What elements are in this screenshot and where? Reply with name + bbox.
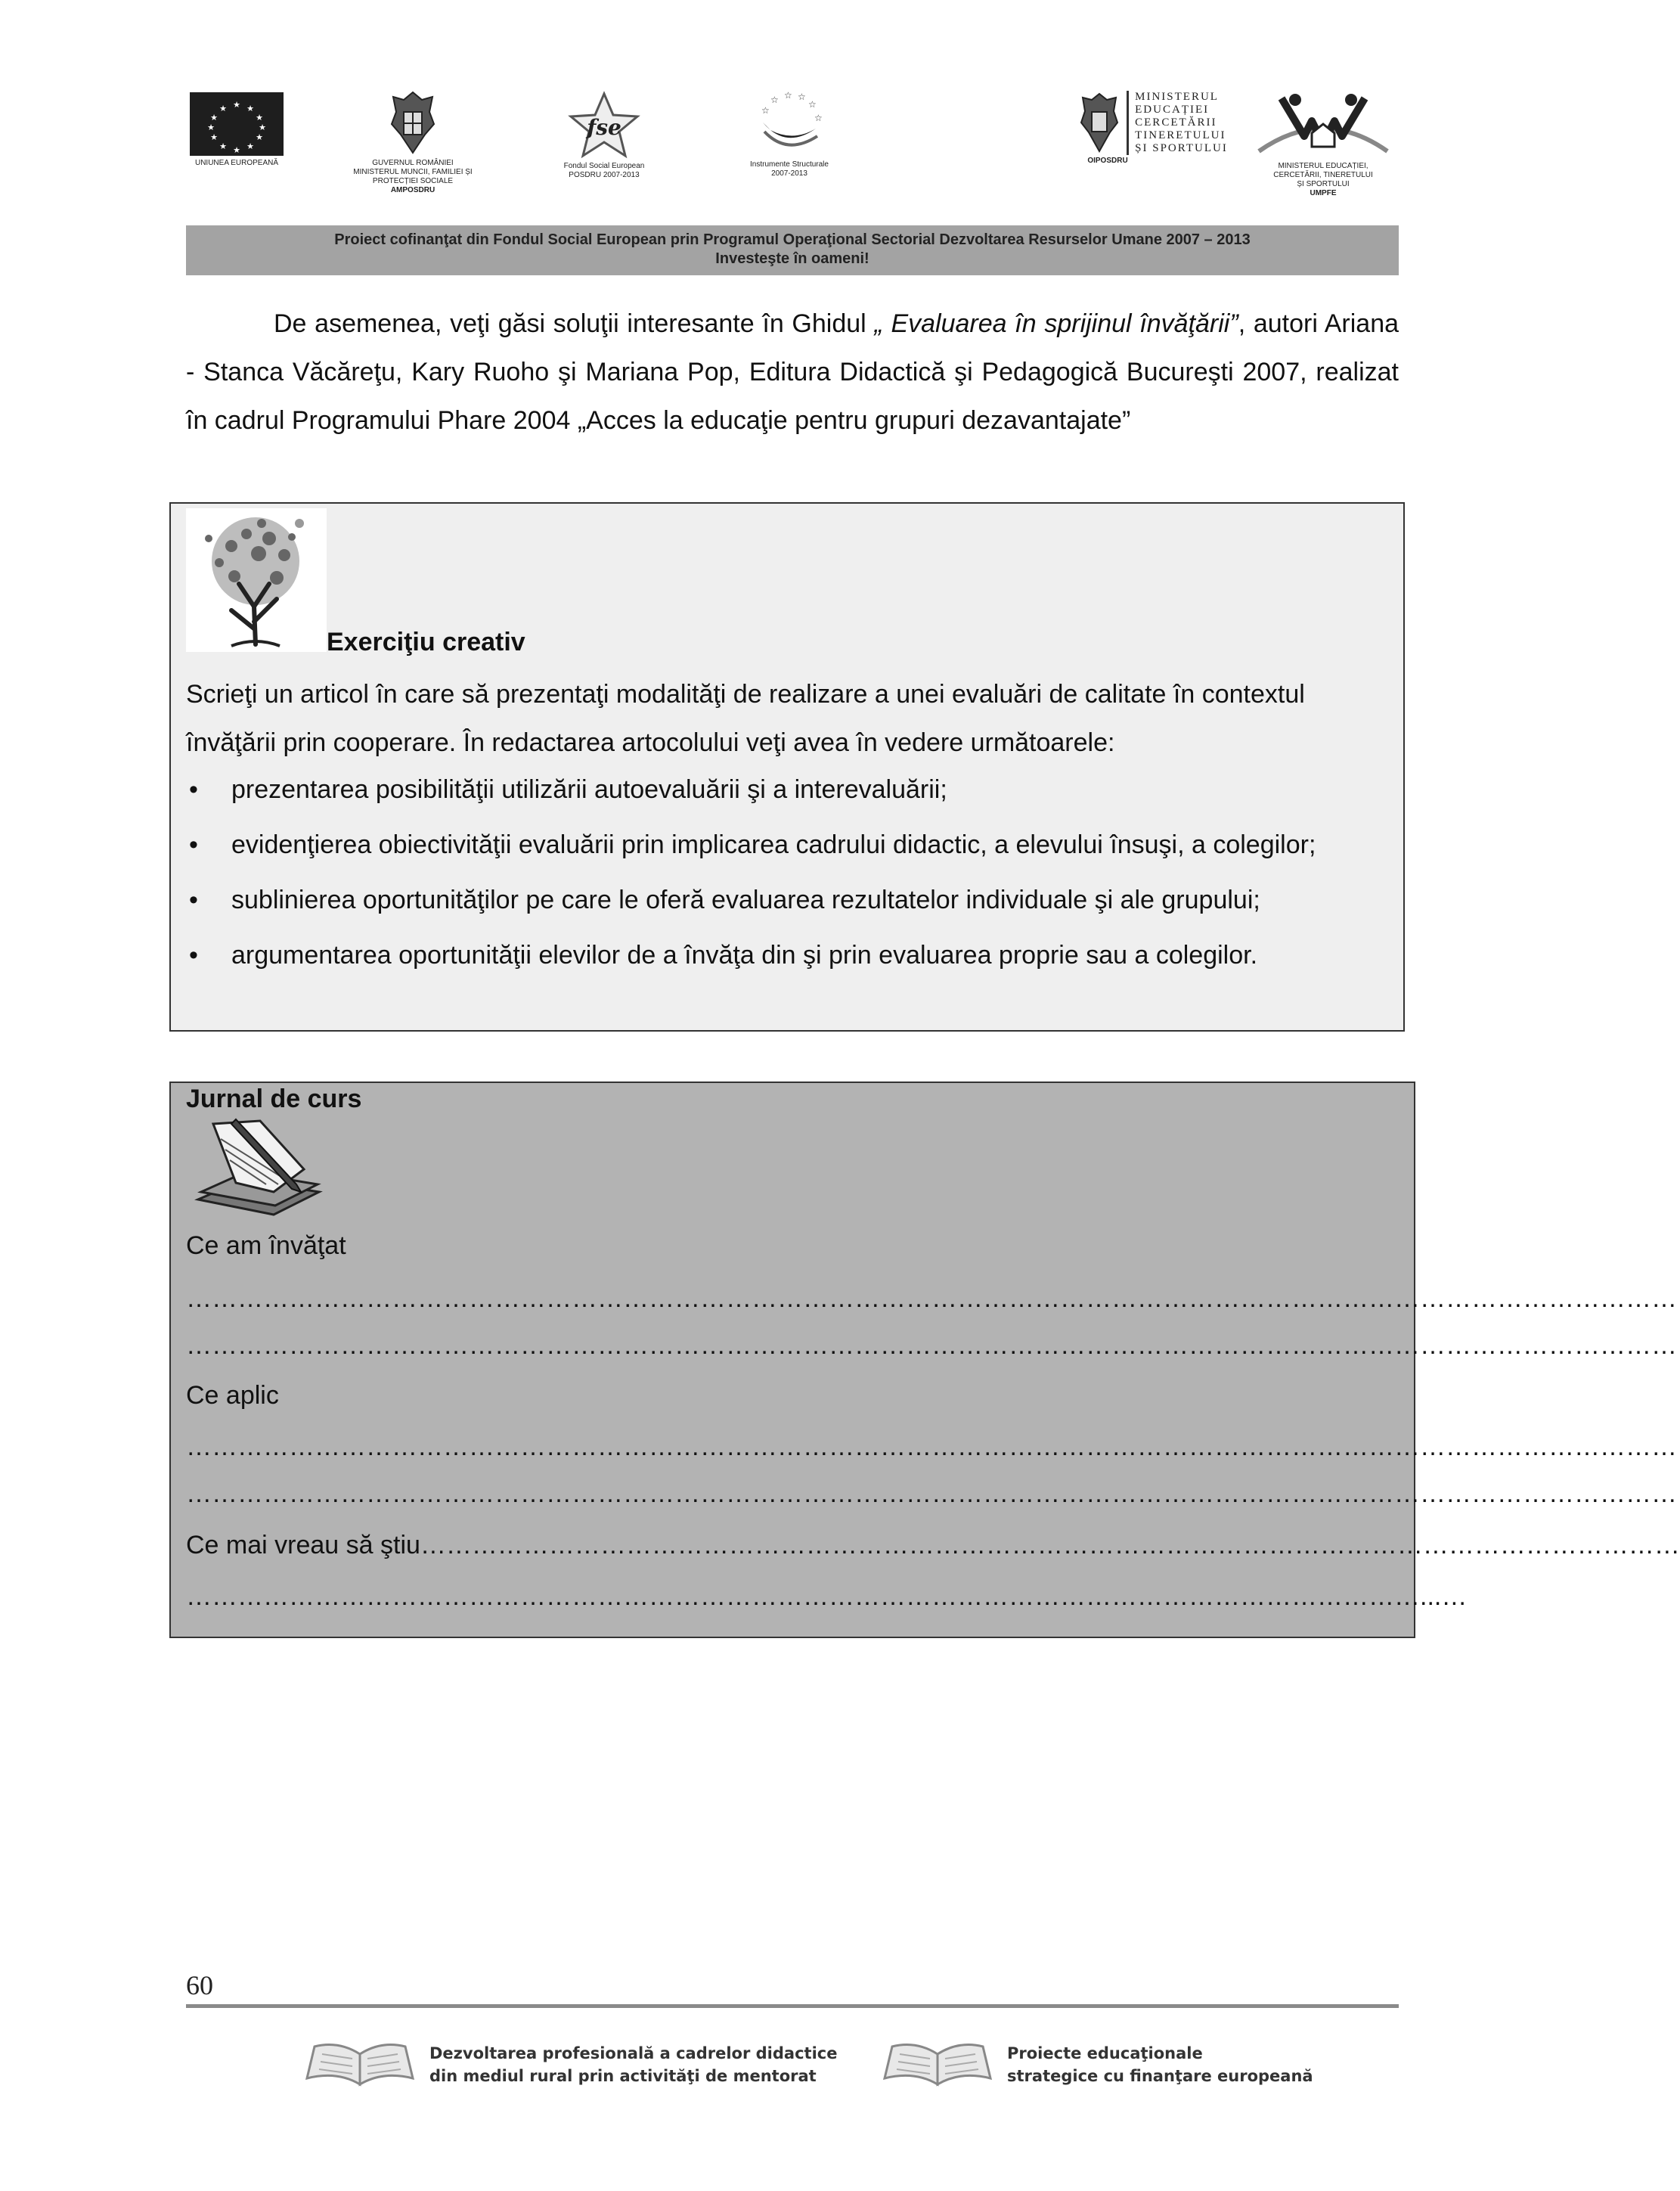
list-item: • sublinierea oportunităţilor pe care le oferă evaluarea rezultatelor individuale şi ale grupului; — [186, 877, 1396, 923]
structural-instruments-logo — [729, 89, 850, 178]
list-item: • evidenţierea obiectivităţii evaluării prin implicarea cadrului didactic, a elevului însuşi, a colegilor; — [186, 822, 1396, 868]
svg-text:★: ★ — [233, 145, 240, 155]
umpfe-icon — [1251, 91, 1395, 159]
svg-text:★: ★ — [210, 132, 218, 142]
open-book-icon — [299, 2037, 420, 2092]
want-dots: ………………………………………………………………………………………………………………………………… — [420, 1531, 1680, 1559]
romanian-crest-icon — [389, 89, 437, 156]
svg-text:☆: ☆ — [814, 113, 823, 123]
intro-paragraph — [186, 299, 1399, 445]
structural-instruments-icon — [748, 89, 831, 157]
footer-left-text — [429, 2042, 837, 2087]
exercise-title: Exerciţiu creativ — [327, 628, 525, 656]
footer-divider — [186, 2004, 1399, 2008]
apply-dots-2: ………………………………………………………………………………………………………………………………………………………… — [186, 1479, 1677, 1508]
intro-text-1: De asemenea, veţi găsi soluţii interesante în Ghidul — [274, 309, 875, 338]
government-caption: GUVERNUL ROMÂNIEI MINISTERUL MUNCII, FAMILIEI ȘI PROTECȚIEI SOCIALE — [353, 159, 473, 185]
svg-text:☆: ☆ — [798, 92, 806, 102]
want-row — [186, 1529, 1680, 1561]
structural-instruments-caption: Instrumente Structurale 2007-2013 — [750, 160, 829, 178]
list-item: • prezentarea posibilităţii utilizării autoevaluării şi a interevaluării; — [186, 767, 1396, 813]
umpfe-logo — [1248, 91, 1399, 198]
umpfe-caption: MINISTERUL EDUCAȚIEI, CERCETĂRII, TINERETULUI ȘI SPORTULUI — [1273, 162, 1373, 188]
svg-text:★: ★ — [210, 113, 218, 123]
svg-text:fse: fse — [587, 115, 621, 140]
footer-right-line-2: strategice cu finanţare europeană — [1007, 2067, 1313, 2085]
svg-text:★: ★ — [233, 100, 240, 110]
notebook-pen-icon — [191, 1116, 327, 1230]
svg-text:★: ★ — [256, 113, 263, 123]
ministry-line-2: EDUCAȚIEI — [1135, 104, 1210, 116]
list-item: • argumentarea oportunităţii elevilor de a învăţa din şi prin evaluarea proprie sau a colegilor. — [186, 933, 1396, 979]
intro-text-2: , autori Ariana - Stanca Văcăreţu, Kary Ruoho şi Mariana Pop, Editura Didactică şi Pedagogică Bucureşti 2007, realizat în cadrul Programului Phare 2004 „Acces la educaţie pentru grupuri dezavantajate” — [186, 309, 1399, 435]
fse-caption: Fondul Social European POSDRU 2007-2013 — [563, 162, 645, 179]
exercise-list — [186, 767, 1396, 988]
svg-text:★: ★ — [207, 123, 215, 132]
svg-text:★: ★ — [246, 104, 254, 113]
banner-line-2: Investeşte în oameni! — [715, 250, 869, 267]
learned-dots-2: ………………………………………………………………………………………………………………………………………………………… — [186, 1331, 1677, 1360]
government-logo — [345, 89, 481, 195]
footer-right-text — [1007, 2042, 1313, 2087]
ministry-caption-bold: OIPOSDRU — [1087, 157, 1128, 165]
learned-label: Ce am învăţat — [186, 1231, 346, 1260]
eu-flag-icon — [190, 92, 284, 156]
open-book-icon — [877, 2037, 998, 2092]
tree-illustration-icon — [186, 508, 327, 652]
svg-text:★: ★ — [259, 123, 266, 132]
svg-text:★: ★ — [219, 104, 227, 113]
eu-caption: UNIUNEA EUROPEANĂ — [194, 159, 279, 167]
learned-dots-1: ………………………………………………………………………………………………………………………………………………………… — [186, 1284, 1677, 1313]
page-number: 60 — [186, 1970, 213, 2000]
ministry-line-1: MINISTERUL — [1135, 91, 1219, 103]
svg-text:★: ★ — [246, 141, 254, 151]
ministry-logo — [1066, 91, 1240, 166]
apply-label: Ce aplic — [186, 1381, 279, 1410]
ministry-crest-icon — [1078, 91, 1121, 154]
ministry-line-4: TINERETULUI — [1135, 129, 1226, 141]
apply-dots-1: ………………………………………………………………………………………………………………………………………………………… — [186, 1432, 1677, 1461]
footer-right-line-1: Proiecte educaţionale — [1007, 2044, 1203, 2062]
fse-star-icon — [566, 91, 642, 159]
government-caption-bold: AMPOSDRU — [390, 186, 435, 194]
banner-line-1: Proiect cofinanţat din Fondul Social European prin Programul Operaţional Sectorial Dezvoltarea Resurselor Umane 2007 – 2013 — [334, 231, 1251, 248]
svg-text:☆: ☆ — [761, 105, 770, 116]
want-label: Ce mai vreau să ştiu — [186, 1531, 420, 1559]
umpfe-caption-bold: UMPFE — [1310, 189, 1337, 197]
exercise-text: Scrieţi un articol în care să prezentaţi modalităţi de realizare a unei evaluări de calitate în contextul învăţării prin cooperare. În redactarea artocolului veţi avea în vedere următoarele: — [186, 680, 1305, 757]
ministry-line-5: ȘI SPORTULUI — [1135, 142, 1228, 154]
ministry-line-3: CERCETĂRII — [1135, 116, 1217, 129]
eu-logo — [188, 92, 286, 168]
journal-title: Jurnal de curs — [186, 1085, 362, 1113]
footer-left-line-2: din mediul rural prin activităţi de mentorat — [429, 2067, 817, 2085]
svg-text:★: ★ — [219, 141, 227, 151]
svg-text:★: ★ — [256, 132, 263, 142]
project-banner — [186, 225, 1399, 275]
svg-text:☆: ☆ — [784, 90, 792, 101]
want-dots-2: ………………………………………………………………………………………………………………………………...… — [186, 1582, 1468, 1611]
fse-logo — [547, 91, 661, 180]
svg-text:☆: ☆ — [808, 99, 817, 110]
intro-guide-title: „ Evaluarea în sprijinul învăţării” — [874, 309, 1238, 338]
svg-text:☆: ☆ — [770, 95, 779, 105]
footer-left-line-1: Dezvoltarea profesională a cadrelor didactice — [429, 2044, 838, 2062]
